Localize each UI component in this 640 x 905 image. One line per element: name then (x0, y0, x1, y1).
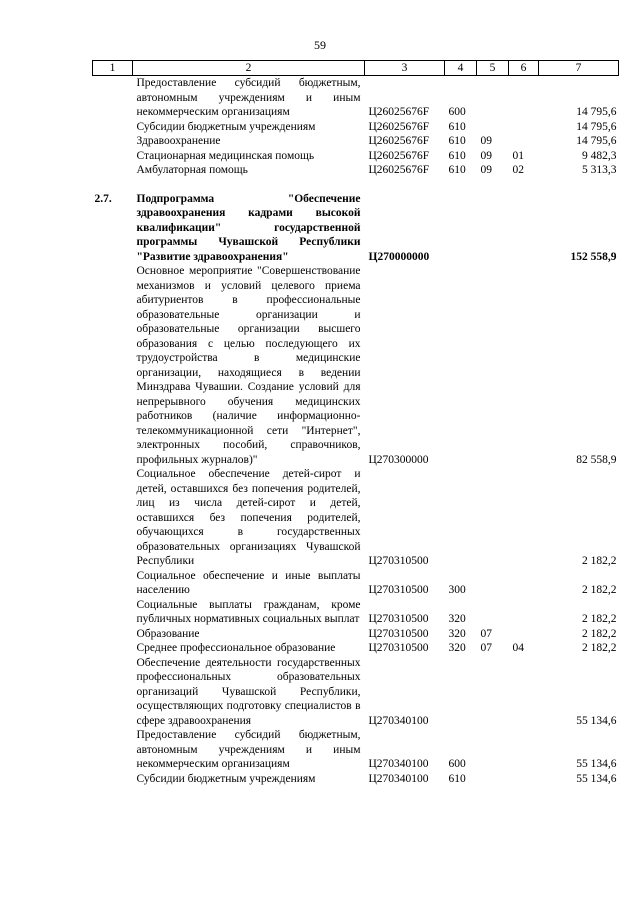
table-row (93, 728, 619, 772)
row-csr: Ц270310500 (368, 555, 429, 567)
table-row (93, 149, 619, 164)
row-number (93, 467, 133, 569)
row-amount: 2 182,2 (582, 642, 617, 654)
row-vr (445, 192, 477, 265)
header-col-1: 1 (93, 61, 133, 76)
row-name: Среднее профессиональное образование (136, 642, 336, 654)
row-rz: 09 (480, 149, 492, 162)
header-col-4: 4 (445, 61, 477, 76)
row-number (93, 641, 133, 656)
row-rz: 07 (480, 642, 492, 654)
row-amount: 55 134,6 (576, 772, 617, 785)
table-row (93, 569, 619, 598)
row-amount: 2 182,2 (582, 627, 617, 640)
table-row (93, 627, 619, 642)
row-name: Обеспечение деятельности государственных профессиональных образовательных организаций Чувашской Республики, осуществляющих подготовку специалистов в сфере здравоохранения (136, 656, 361, 727)
row-name: Субсидии бюджетным учреждениям (136, 772, 316, 785)
row-csr: Ц270340100 (368, 772, 429, 785)
row-csr: Ц26025676F (368, 135, 430, 147)
page-number: 59 (314, 38, 326, 52)
row-csr: Ц270000000 (368, 250, 430, 263)
row-csr: Ц26025676F (368, 164, 430, 176)
row-pr (509, 728, 539, 772)
row-rz (477, 598, 509, 627)
row-name: Подпрограмма "Обеспечение здравоохранения кадрами высокой квалификации" государственной программы Чувашской Республики "Развитие здравоохранения" (136, 192, 361, 263)
table-row (93, 264, 619, 467)
spacer-row (93, 178, 619, 192)
row-rz (477, 569, 509, 598)
row-vr: 610 (448, 120, 466, 133)
row-amount: 14 795,6 (576, 120, 617, 133)
row-vr: 320 (448, 642, 466, 654)
row-number (93, 772, 133, 787)
row-pr: 04 (512, 642, 524, 654)
row-rz (477, 728, 509, 772)
row-csr: Ц26025676F (368, 149, 430, 162)
row-name: Предоставление субсидий бюджетным, автономным учреждениям и иным некоммерческим организациям (136, 77, 361, 118)
row-csr: Ц270310500 (368, 613, 429, 625)
row-vr: 610 (448, 772, 466, 785)
row-rz (477, 120, 509, 135)
table-row (93, 163, 619, 178)
row-vr: 320 (448, 613, 466, 625)
row-number (93, 728, 133, 772)
header-col-5: 5 (477, 61, 509, 76)
row-number (93, 149, 133, 164)
row-number (93, 134, 133, 149)
row-vr (445, 264, 477, 467)
budget-table (92, 60, 619, 786)
row-number (93, 627, 133, 642)
row-name: Основное мероприятие "Совершенствование механизмов и условий целевого приема абитуриентов в профессиональные образовательные организации и образовательные организации высшего образования с целью последующего их трудоустройства в медицинские организации, находящиеся в ведении Минздрава Чувашии. Создание условий для непрерывного обучения медицинских работников (наличие информационно-телекоммуникационной сети "Интернет", электронных пособий, справочников, профильных журналов)" (136, 265, 361, 466)
header-col-6: 6 (509, 61, 539, 76)
row-pr: 01 (512, 149, 524, 162)
table-row (93, 641, 619, 656)
row-csr: Ц26025676F (368, 106, 430, 118)
row-rz (477, 656, 509, 729)
table-row (93, 120, 619, 135)
row-rz (477, 772, 509, 787)
row-vr (445, 467, 477, 569)
row-name: Предоставление субсидий бюджетным, автономным учреждениям и иным некоммерческим организациям (136, 729, 361, 770)
table-row (93, 467, 619, 569)
row-csr: Ц270310500 (368, 584, 429, 596)
row-pr (509, 192, 539, 265)
row-pr (509, 264, 539, 467)
row-amount: 55 134,6 (576, 758, 617, 770)
row-rz (477, 467, 509, 569)
row-vr (445, 656, 477, 729)
row-name: Социальное обеспечение и иные выплаты населению (136, 569, 361, 596)
row-rz (477, 76, 509, 120)
row-amount: 82 558,9 (576, 453, 617, 466)
row-csr: Ц270310500 (368, 642, 429, 654)
row-amount: 2 182,2 (582, 584, 617, 596)
row-pr (509, 772, 539, 787)
row-amount: 9 482,3 (582, 149, 617, 162)
row-amount: 14 795,6 (576, 135, 617, 147)
row-amount: 2 182,2 (582, 613, 617, 625)
row-rz (477, 192, 509, 265)
row-name: Здравоохранение (136, 135, 221, 147)
row-name: Амбулаторная помощь (136, 164, 248, 176)
table-row (93, 656, 619, 729)
row-vr: 610 (448, 149, 466, 162)
row-pr (509, 627, 539, 642)
row-name: Социальные выплаты гражданам, кроме публичных нормативных социальных выплат (136, 598, 361, 625)
row-amount: 5 313,3 (582, 164, 617, 176)
header-col-2: 2 (133, 61, 365, 76)
row-amount: 14 795,6 (576, 106, 617, 118)
row-vr: 610 (448, 135, 466, 147)
header-col-3: 3 (365, 61, 445, 76)
row-vr: 600 (448, 106, 466, 118)
row-csr: Ц270340100 (368, 758, 429, 770)
row-number (93, 598, 133, 627)
row-pr (509, 598, 539, 627)
row-number: 2.7. (94, 192, 112, 205)
row-csr: Ц270310500 (368, 627, 429, 640)
table-row (93, 134, 619, 149)
row-number (93, 120, 133, 135)
row-vr: 610 (448, 164, 466, 176)
row-pr: 02 (512, 164, 524, 176)
row-name: Образование (136, 627, 200, 640)
table-row (93, 772, 619, 787)
row-amount: 55 134,6 (576, 714, 617, 727)
row-pr (509, 656, 539, 729)
row-rz (477, 264, 509, 467)
row-vr: 320 (448, 627, 466, 640)
row-name: Социальное обеспечение детей-сирот и детей, оставшихся без попечения родителей, лиц из числа детей-сирот и детей, оставшихся без попечения родителей, обучающихся в государственных образовательных организациях Чувашской Республики (136, 468, 361, 567)
row-pr (509, 120, 539, 135)
row-rz: 09 (480, 135, 492, 147)
row-csr: Ц26025676F (368, 120, 430, 133)
row-number (93, 656, 133, 729)
row-number (93, 264, 133, 467)
table-header (93, 61, 619, 76)
row-rz: 09 (480, 164, 492, 176)
row-pr (509, 569, 539, 598)
row-csr: Ц270340100 (368, 714, 429, 727)
row-amount: 152 558,9 (570, 250, 617, 263)
row-csr: Ц270300000 (368, 453, 429, 466)
row-number (93, 163, 133, 178)
row-vr: 300 (448, 584, 466, 596)
row-rz: 07 (480, 627, 492, 640)
row-pr (509, 76, 539, 120)
row-pr (509, 134, 539, 149)
table-row (93, 598, 619, 627)
row-vr: 600 (448, 758, 466, 770)
row-number (93, 76, 133, 120)
row-number (93, 569, 133, 598)
row-pr (509, 467, 539, 569)
table-row (93, 76, 619, 120)
subprogram-row (93, 192, 619, 265)
header-col-7: 7 (539, 61, 619, 76)
row-amount: 2 182,2 (582, 555, 617, 567)
row-name: Субсидии бюджетным учреждениям (136, 120, 316, 133)
row-name: Стационарная медицинская помощь (136, 149, 315, 162)
